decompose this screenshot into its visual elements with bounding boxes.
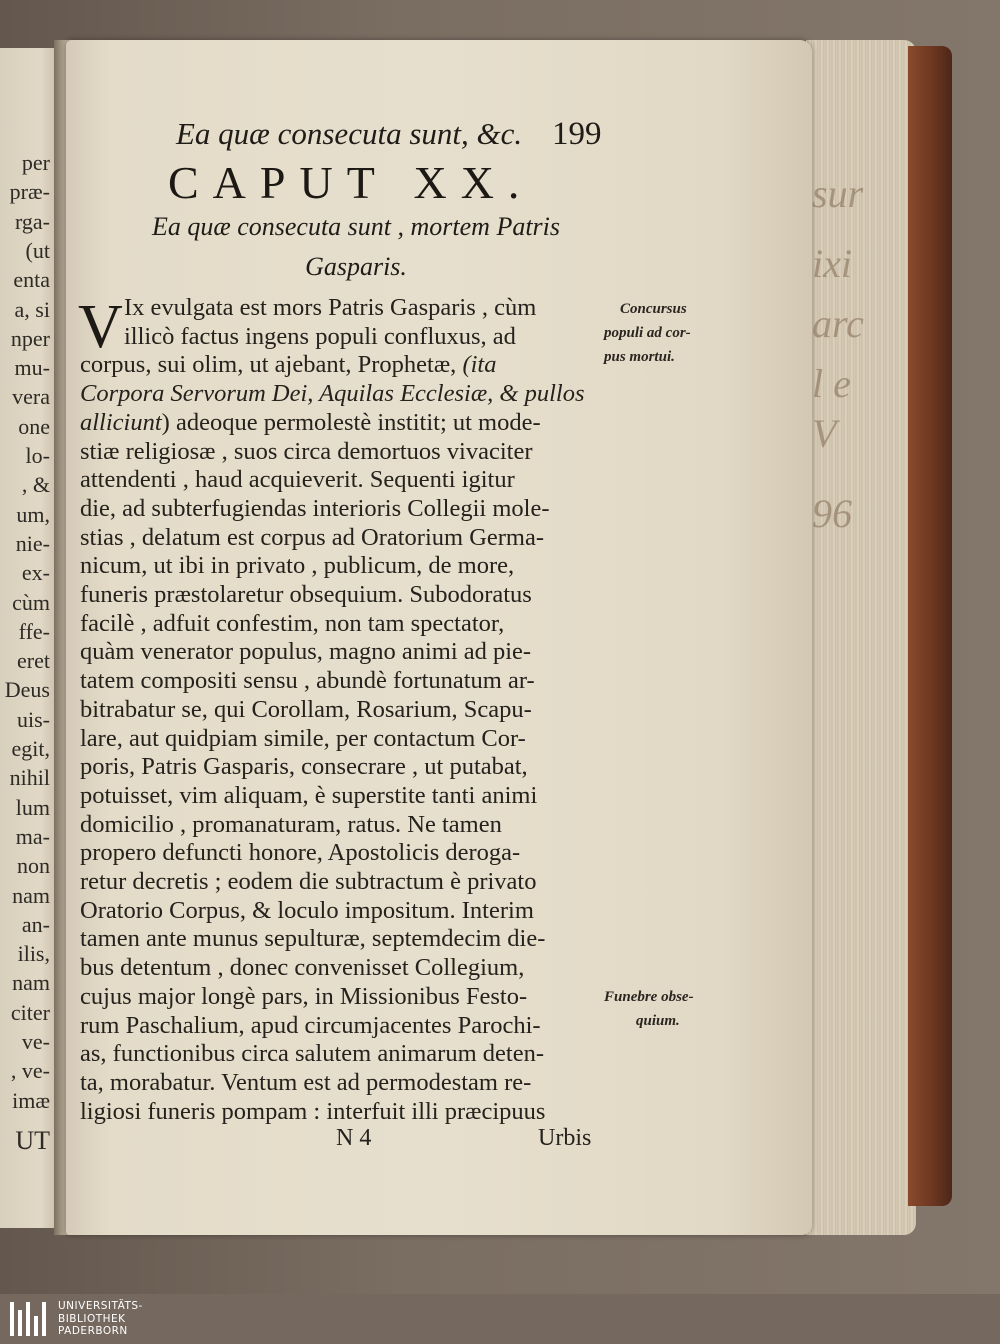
body-line: Ix evulgata est mors Patris Gasparis , cùm [124,294,537,321]
left-page-fragment: enta [13,267,50,293]
left-page-fragment: non [17,853,50,879]
left-page-fragment: nie- [15,530,50,556]
left-page-fragment: nam [12,882,50,908]
marginal-note-line: quium. [636,1013,680,1029]
left-page-fragment: citer [10,999,50,1025]
chapter-subtitle-line-2: Gasparis. [305,252,407,281]
marginal-note-line: pus mortui. [604,349,675,365]
left-page-fragment: lum [15,794,50,820]
bleed-through-mark: l e [812,361,851,406]
left-page-fragment: Deus [4,677,50,703]
left-page-fragment: lo- [25,443,50,468]
library-logo-text [58,1300,143,1338]
bleed-through-mark: ixi [812,241,852,286]
left-page-fragment: nper [10,325,50,351]
left-page-fragment: ex- [21,560,50,586]
body-line: quàm venerator populus, magno animi ad pie- [80,638,532,666]
left-page [0,48,58,1228]
body-line: domicilio , promanaturam, ratus. Ne tamen [80,810,502,838]
body-line: stiæ religiosæ , suos circa demortuos vivaciter [80,437,533,465]
body-line: nicum, ut ibi in privato , publicum, de more, [80,552,515,580]
library-name-line: BIBLIOTHEK [58,1312,126,1325]
body-line: bus detentum , donec convenisset Collegium, [80,954,525,982]
body-line: rum Paschalium, apud circumjacentes Parochi- [80,1011,541,1039]
marginal-note-line: populi ad cor- [604,325,691,341]
left-page-fragment: mu- [14,355,50,381]
body-line: tatem compositi sensu , abundè fortunatum ar- [80,667,535,695]
body-line: propero defuncti honore, Apostolicis deroga- [80,839,521,867]
body-line: lare, aut quidpiam simile, per contactum Cor- [80,724,526,752]
library-name-line: PADERBORN [58,1325,128,1337]
left-page-fragment: ilis, [17,941,50,967]
page-edges [806,40,916,1235]
left-page-fragment: vera [12,384,50,410]
library-logo-icon [10,1302,50,1336]
chapter-subtitle-line-1: Ea quæ consecuta sunt , mortem Patris [151,212,561,241]
left-page-fragment: cùm [12,589,50,615]
body-line: attendenti , haud acquieverit. Sequenti igitur [80,466,515,494]
body-line: bitrabatur se, qui Corollam, Rosarium, Scapu- [80,695,532,723]
marginal-note-line: Concursus [620,301,687,317]
body-line: stias , delatum est corpus ad Oratorium Germa- [80,523,545,551]
signature-mark: N 4 [336,1125,372,1151]
body-line: retur decretis ; eodem die subtractum è privato [80,868,537,895]
left-page-fragment: egit, [11,736,50,761]
bleed-through-mark: sur [812,171,864,216]
body-line: illicò factus ingens populi confluxus, ad [124,322,516,350]
body-line [80,353,496,378]
left-page-fragment: an- [21,911,50,937]
body-line: poris, Patris Gasparis, consecrare , ut putabat, [80,753,528,781]
body-line: as, functionibus circa salutem animarum deten- [80,1040,544,1068]
bleed-through-mark: arc [812,301,864,346]
body-line: Corpora Servorum Dei, Aquilas Ecclesiæ, & pullos [80,380,585,408]
chapter-title: CAPUT XX. [168,157,534,208]
left-page-fragment: ma- [15,823,50,849]
left-page-fragment: eret [17,648,50,674]
body-line: facilè , adfuit confestim, non tam spectator, [80,609,505,637]
body-line: potuisset, vim aliquam, è superstite tanti animi [80,781,538,809]
body-line: cujus major longè pars, in Missionibus Festo- [80,982,528,1010]
left-page-fragment: , ve- [10,1058,50,1084]
left-page-fragment: rga- [14,208,50,234]
body-line: ta, morabatur. Ventum est ad permodestam re- [80,1068,532,1096]
catchword: Urbis [538,1125,592,1151]
library-footer [0,1294,1000,1344]
left-page-fragment: uis- [17,706,50,732]
body-line: tamen ante munus sepulturæ, septemdecim die- [80,925,546,953]
book-cover-edge [908,46,952,1206]
left-page-fragment: per [21,150,50,175]
body-line: Oratorio Corpus, & loculo impositum. Interim [80,896,534,924]
body-line-text: corpus, sui olim, ut ajebant, Prophetæ, [80,351,463,379]
body-line: die, ad subterfugiendas interioris Collegii mole- [80,494,550,522]
body-line: funeris præstolaretur obsequium. Subodoratus [80,581,532,608]
body-line-italic: alliciunt [80,408,162,436]
body-line [80,408,541,436]
left-page-fragment: one [18,413,50,439]
left-page-fragment: imæ [12,1087,50,1113]
body-line: ligiosi funeris pompam : interfuit illi præcipuus [80,1097,546,1125]
page-number: 199 [552,116,602,152]
left-page-fragment: nam [12,970,50,996]
left-page-fragment: (ut [25,237,50,263]
bleed-through-mark: V [812,411,837,456]
library-name-line: UNIVERSITÄTS- [58,1300,143,1312]
left-page-fragment: a, si [14,296,50,322]
left-page-fragment: , & [21,472,50,498]
left-page-fragment: ffe- [18,618,50,644]
left-page-fragment: UT [15,1126,50,1155]
left-page-fragment: ve- [21,1029,50,1054]
running-title: Ea quæ consecuta sunt, &c. [176,116,523,151]
left-page-fragment: nihil [9,765,50,791]
left-page-fragment: præ- [9,179,50,205]
marginal-note-line: Funebre obse- [604,989,694,1005]
left-page-fragment: um, [16,501,50,527]
body-line-italic: (ita [462,351,497,379]
drop-initial: V [78,293,123,361]
bleed-through-mark: 96 [812,491,852,536]
body-line-text: ) adeoque permolestè institit; ut mode- [161,408,541,436]
